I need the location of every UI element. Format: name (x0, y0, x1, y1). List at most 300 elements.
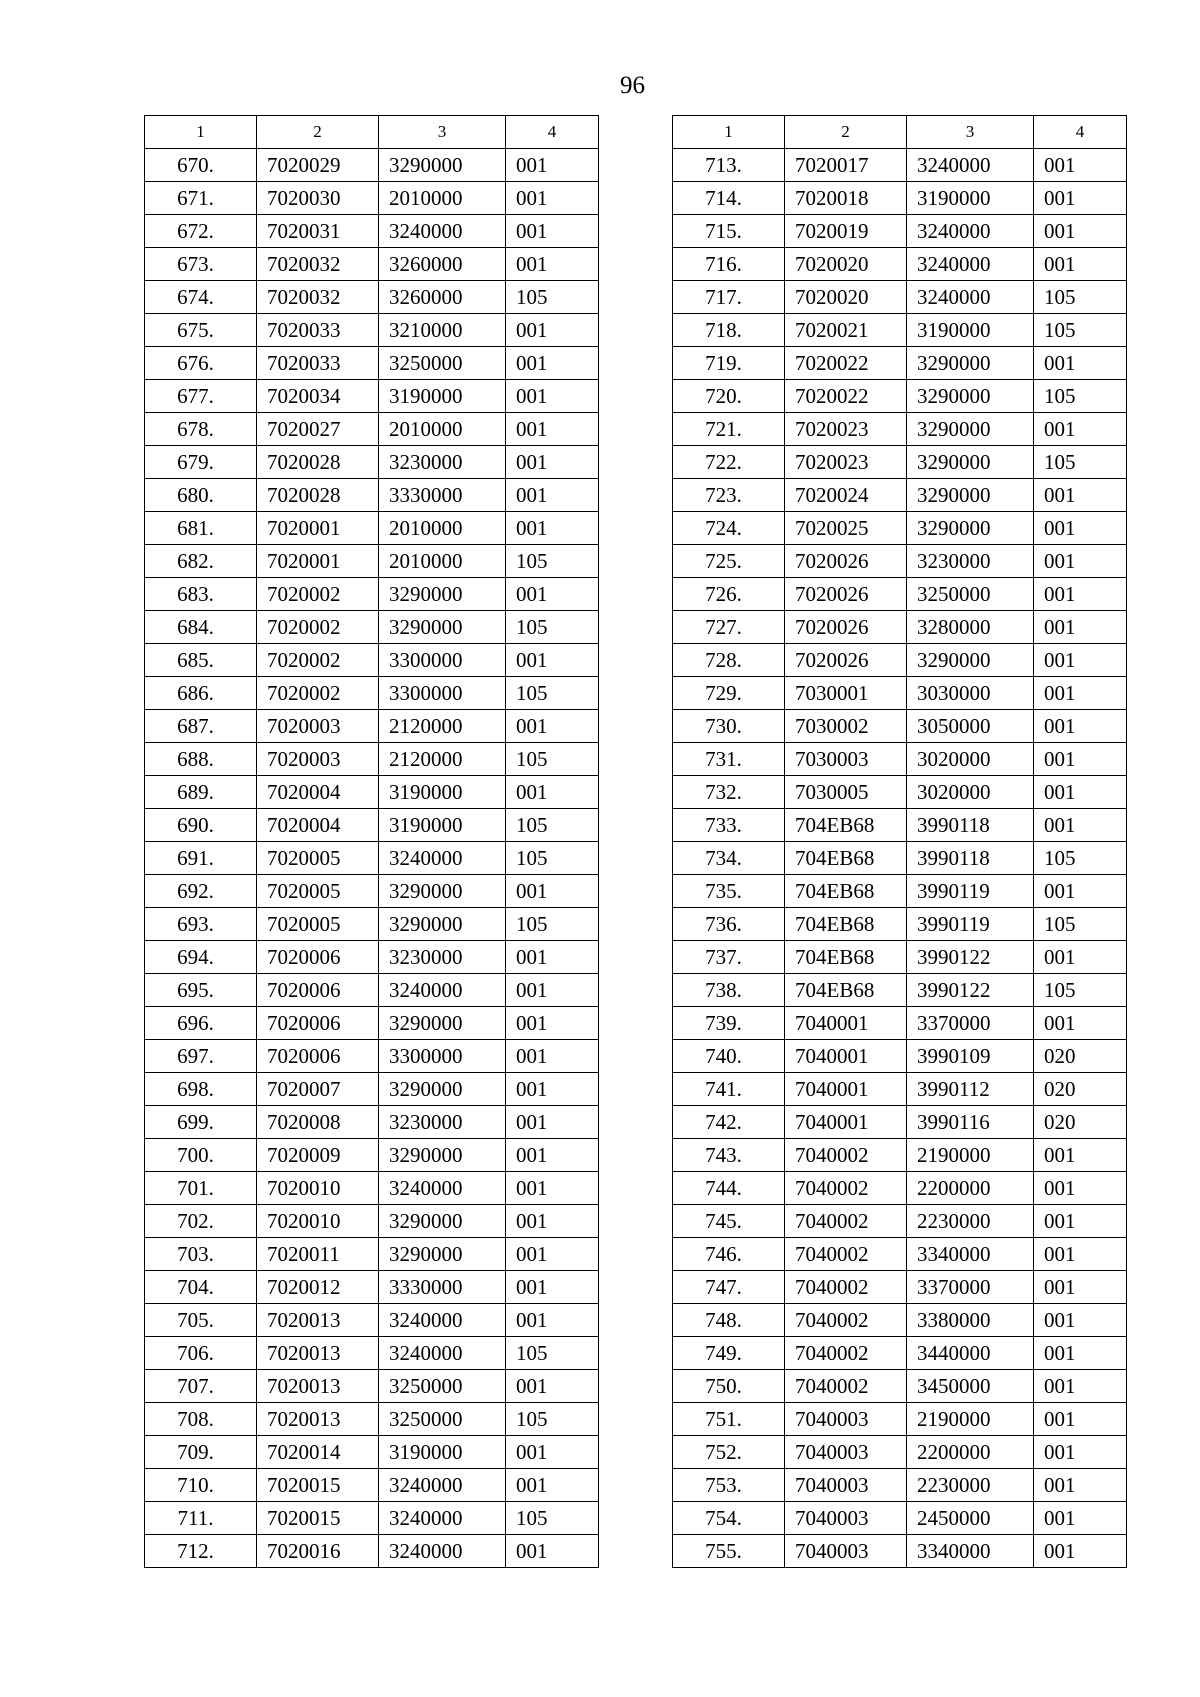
value-cell: 3230000 (379, 446, 506, 479)
value-cell: 3240000 (379, 842, 506, 875)
suffix-cell: 105 (1034, 314, 1127, 347)
value-cell: 3250000 (379, 1403, 506, 1436)
suffix-cell: 001 (506, 1106, 599, 1139)
row-number-cell: 753. (673, 1469, 785, 1502)
table-row (673, 1370, 1127, 1403)
table-row (145, 1040, 599, 1073)
row-number-cell: 678. (145, 413, 257, 446)
code-cell: 7020026 (785, 578, 907, 611)
code-cell: 7020013 (257, 1403, 379, 1436)
page-number: 96 (620, 72, 645, 99)
value-cell: 3990116 (907, 1106, 1034, 1139)
suffix-cell: 001 (1034, 347, 1127, 380)
row-number-cell: 720. (673, 380, 785, 413)
column-header-1: 1 (673, 116, 785, 149)
code-cell: 7020005 (257, 842, 379, 875)
row-number-cell: 670. (145, 149, 257, 182)
row-number-cell: 748. (673, 1304, 785, 1337)
suffix-cell: 001 (506, 479, 599, 512)
row-number-cell: 677. (145, 380, 257, 413)
table-row (673, 611, 1127, 644)
row-number-cell: 712. (145, 1535, 257, 1568)
value-cell: 2230000 (907, 1469, 1034, 1502)
code-cell: 7020006 (257, 974, 379, 1007)
table-row (673, 248, 1127, 281)
value-cell: 2010000 (379, 512, 506, 545)
value-cell: 3240000 (379, 974, 506, 1007)
table-row (673, 974, 1127, 1007)
table-row (673, 1337, 1127, 1370)
table-row (673, 1304, 1127, 1337)
row-number-cell: 688. (145, 743, 257, 776)
code-cell: 7020002 (257, 644, 379, 677)
suffix-cell: 001 (506, 1139, 599, 1172)
suffix-cell: 105 (506, 743, 599, 776)
suffix-cell: 001 (1034, 611, 1127, 644)
value-cell: 3240000 (379, 1304, 506, 1337)
value-cell: 3230000 (379, 941, 506, 974)
header-row (673, 116, 1127, 149)
suffix-cell: 105 (1034, 380, 1127, 413)
value-cell: 2450000 (907, 1502, 1034, 1535)
right-table-body (673, 149, 1127, 1568)
code-cell: 7040003 (785, 1403, 907, 1436)
suffix-cell: 001 (1034, 1238, 1127, 1271)
table-row (673, 842, 1127, 875)
suffix-cell: 001 (506, 941, 599, 974)
suffix-cell: 001 (506, 347, 599, 380)
suffix-cell: 001 (1034, 1205, 1127, 1238)
table-row (145, 1073, 599, 1106)
code-cell: 7020014 (257, 1436, 379, 1469)
code-cell: 7020006 (257, 1040, 379, 1073)
table-row (673, 1436, 1127, 1469)
table-row (145, 347, 599, 380)
table-row (145, 149, 599, 182)
table-row (145, 413, 599, 446)
code-cell: 7020027 (257, 413, 379, 446)
value-cell: 3290000 (379, 1205, 506, 1238)
row-number-cell: 704. (145, 1271, 257, 1304)
table-row (673, 1139, 1127, 1172)
suffix-cell: 001 (1034, 1370, 1127, 1403)
row-number-cell: 741. (673, 1073, 785, 1106)
code-cell: 704EB68 (785, 908, 907, 941)
row-number-cell: 739. (673, 1007, 785, 1040)
value-cell: 2190000 (907, 1403, 1034, 1436)
value-cell: 3240000 (907, 248, 1034, 281)
row-number-cell: 691. (145, 842, 257, 875)
code-cell: 7020007 (257, 1073, 379, 1106)
code-cell: 7040002 (785, 1337, 907, 1370)
code-cell: 7020002 (257, 578, 379, 611)
column-header-4: 4 (506, 116, 599, 149)
value-cell: 3290000 (907, 413, 1034, 446)
value-cell: 3290000 (907, 479, 1034, 512)
row-number-cell: 718. (673, 314, 785, 347)
value-cell: 3370000 (907, 1271, 1034, 1304)
value-cell: 3240000 (379, 1469, 506, 1502)
table-row (145, 578, 599, 611)
table-row (145, 446, 599, 479)
table-row (145, 1139, 599, 1172)
code-cell: 7020028 (257, 446, 379, 479)
code-cell: 7020028 (257, 479, 379, 512)
row-number-cell: 689. (145, 776, 257, 809)
row-number-cell: 713. (673, 149, 785, 182)
value-cell: 3240000 (379, 1337, 506, 1370)
value-cell: 3290000 (907, 347, 1034, 380)
table-row (145, 1535, 599, 1568)
table-row (673, 182, 1127, 215)
value-cell: 2200000 (907, 1172, 1034, 1205)
suffix-cell: 105 (506, 1502, 599, 1535)
suffix-cell: 001 (506, 1436, 599, 1469)
table-row (673, 743, 1127, 776)
row-number-cell: 735. (673, 875, 785, 908)
value-cell: 3990118 (907, 809, 1034, 842)
suffix-cell: 001 (506, 248, 599, 281)
row-number-cell: 722. (673, 446, 785, 479)
table-row (673, 380, 1127, 413)
suffix-cell: 001 (506, 446, 599, 479)
table-row (673, 1403, 1127, 1436)
header-row (145, 116, 599, 149)
code-cell: 7020018 (785, 182, 907, 215)
row-number-cell: 685. (145, 644, 257, 677)
suffix-cell: 001 (506, 644, 599, 677)
table-row (673, 347, 1127, 380)
value-cell: 3990119 (907, 908, 1034, 941)
code-cell: 7020013 (257, 1304, 379, 1337)
row-number-cell: 740. (673, 1040, 785, 1073)
table-row (673, 908, 1127, 941)
value-cell: 2010000 (379, 413, 506, 446)
suffix-cell: 001 (1034, 743, 1127, 776)
suffix-cell: 001 (506, 380, 599, 413)
code-cell: 7040002 (785, 1370, 907, 1403)
suffix-cell: 001 (506, 1238, 599, 1271)
value-cell: 3330000 (379, 479, 506, 512)
code-cell: 7020004 (257, 809, 379, 842)
code-cell: 7020005 (257, 875, 379, 908)
left-table-body (145, 149, 599, 1568)
value-cell: 3020000 (907, 776, 1034, 809)
column-header-3: 3 (379, 116, 506, 149)
value-cell: 3240000 (379, 215, 506, 248)
value-cell: 2120000 (379, 743, 506, 776)
table-row (145, 1172, 599, 1205)
table-row (145, 1304, 599, 1337)
value-cell: 2230000 (907, 1205, 1034, 1238)
row-number-cell: 730. (673, 710, 785, 743)
table-row (673, 1535, 1127, 1568)
table-row (145, 314, 599, 347)
code-cell: 7040002 (785, 1271, 907, 1304)
table-row (145, 644, 599, 677)
code-cell: 7020001 (257, 512, 379, 545)
row-number-cell: 726. (673, 578, 785, 611)
value-cell: 3330000 (379, 1271, 506, 1304)
row-number-cell: 725. (673, 545, 785, 578)
table-row (145, 1337, 599, 1370)
row-number-cell: 743. (673, 1139, 785, 1172)
suffix-cell: 001 (1034, 809, 1127, 842)
suffix-cell: 105 (506, 677, 599, 710)
row-number-cell: 695. (145, 974, 257, 1007)
table-row (673, 677, 1127, 710)
row-number-cell: 707. (145, 1370, 257, 1403)
suffix-cell: 001 (1034, 644, 1127, 677)
table-row (673, 578, 1127, 611)
code-cell: 7020022 (785, 380, 907, 413)
table-row (673, 710, 1127, 743)
suffix-cell: 001 (506, 1469, 599, 1502)
table-row (673, 281, 1127, 314)
value-cell: 3290000 (379, 1073, 506, 1106)
code-cell: 704EB68 (785, 875, 907, 908)
code-cell: 7040001 (785, 1106, 907, 1139)
code-cell: 7020003 (257, 743, 379, 776)
value-cell: 3260000 (379, 248, 506, 281)
table-row (145, 545, 599, 578)
row-number-cell: 680. (145, 479, 257, 512)
code-cell: 7040003 (785, 1436, 907, 1469)
value-cell: 2200000 (907, 1436, 1034, 1469)
table-row (145, 1205, 599, 1238)
code-cell: 7020030 (257, 182, 379, 215)
suffix-cell: 105 (506, 1337, 599, 1370)
code-cell: 7020013 (257, 1370, 379, 1403)
code-cell: 704EB68 (785, 842, 907, 875)
row-number-cell: 673. (145, 248, 257, 281)
row-number-cell: 672. (145, 215, 257, 248)
table-row (673, 215, 1127, 248)
table-row (673, 1172, 1127, 1205)
suffix-cell: 020 (1034, 1106, 1127, 1139)
value-cell: 3380000 (907, 1304, 1034, 1337)
code-cell: 7040002 (785, 1139, 907, 1172)
value-cell: 3260000 (379, 281, 506, 314)
row-number-cell: 734. (673, 842, 785, 875)
table-row (673, 314, 1127, 347)
code-cell: 7040001 (785, 1073, 907, 1106)
suffix-cell: 105 (1034, 842, 1127, 875)
row-number-cell: 683. (145, 578, 257, 611)
code-cell: 7020026 (785, 611, 907, 644)
code-cell: 7020026 (785, 644, 907, 677)
table-row (145, 512, 599, 545)
value-cell: 3990119 (907, 875, 1034, 908)
suffix-cell: 001 (506, 1040, 599, 1073)
value-cell: 3290000 (907, 644, 1034, 677)
value-cell: 2120000 (379, 710, 506, 743)
value-cell: 3340000 (907, 1238, 1034, 1271)
table-row (145, 1436, 599, 1469)
row-number-cell: 701. (145, 1172, 257, 1205)
suffix-cell: 001 (1034, 941, 1127, 974)
suffix-cell: 001 (1034, 479, 1127, 512)
value-cell: 3440000 (907, 1337, 1034, 1370)
row-number-cell: 729. (673, 677, 785, 710)
code-cell: 7020019 (785, 215, 907, 248)
column-header-2: 2 (785, 116, 907, 149)
table-row (145, 479, 599, 512)
row-number-cell: 706. (145, 1337, 257, 1370)
row-number-cell: 676. (145, 347, 257, 380)
suffix-cell: 001 (1034, 578, 1127, 611)
value-cell: 3290000 (379, 611, 506, 644)
table-row (145, 875, 599, 908)
code-cell: 7020032 (257, 248, 379, 281)
table-row (145, 1403, 599, 1436)
row-number-cell: 694. (145, 941, 257, 974)
table-row (673, 479, 1127, 512)
suffix-cell: 001 (506, 1007, 599, 1040)
row-number-cell: 692. (145, 875, 257, 908)
code-cell: 704EB68 (785, 941, 907, 974)
suffix-cell: 001 (1034, 1535, 1127, 1568)
row-number-cell: 732. (673, 776, 785, 809)
table-row (145, 1271, 599, 1304)
value-cell: 3250000 (379, 347, 506, 380)
code-cell: 7020006 (257, 1007, 379, 1040)
value-cell: 2190000 (907, 1139, 1034, 1172)
row-number-cell: 703. (145, 1238, 257, 1271)
table-row (145, 1469, 599, 1502)
code-cell: 7020024 (785, 479, 907, 512)
table-row (145, 182, 599, 215)
code-cell: 7020001 (257, 545, 379, 578)
code-cell: 7020013 (257, 1337, 379, 1370)
value-cell: 3250000 (379, 1370, 506, 1403)
table-row (145, 941, 599, 974)
value-cell: 3290000 (907, 446, 1034, 479)
code-cell: 7040002 (785, 1304, 907, 1337)
value-cell: 3240000 (907, 149, 1034, 182)
value-cell: 3190000 (379, 380, 506, 413)
code-cell: 7020003 (257, 710, 379, 743)
suffix-cell: 001 (506, 776, 599, 809)
code-cell: 7020010 (257, 1205, 379, 1238)
table-row (673, 809, 1127, 842)
table-row (673, 875, 1127, 908)
code-cell: 7020017 (785, 149, 907, 182)
suffix-cell: 001 (506, 1205, 599, 1238)
table-row (145, 611, 599, 644)
code-cell: 7020033 (257, 347, 379, 380)
row-number-cell: 700. (145, 1139, 257, 1172)
value-cell: 3030000 (907, 677, 1034, 710)
code-cell: 7020031 (257, 215, 379, 248)
value-cell: 3230000 (379, 1106, 506, 1139)
suffix-cell: 001 (506, 1271, 599, 1304)
suffix-cell: 105 (506, 545, 599, 578)
table-row (673, 1469, 1127, 1502)
row-number-cell: 751. (673, 1403, 785, 1436)
row-number-cell: 745. (673, 1205, 785, 1238)
row-number-cell: 754. (673, 1502, 785, 1535)
suffix-cell: 105 (1034, 908, 1127, 941)
column-header-2: 2 (257, 116, 379, 149)
suffix-cell: 001 (506, 1304, 599, 1337)
row-number-cell: 747. (673, 1271, 785, 1304)
suffix-cell: 001 (1034, 182, 1127, 215)
suffix-cell: 105 (506, 1403, 599, 1436)
table-row (145, 743, 599, 776)
suffix-cell: 001 (1034, 1007, 1127, 1040)
table-row (673, 1106, 1127, 1139)
table-row (145, 1238, 599, 1271)
row-number-cell: 711. (145, 1502, 257, 1535)
table-row (673, 446, 1127, 479)
row-number-cell: 686. (145, 677, 257, 710)
code-cell: 7030002 (785, 710, 907, 743)
value-cell: 3290000 (379, 1238, 506, 1271)
suffix-cell: 001 (506, 875, 599, 908)
suffix-cell: 105 (506, 908, 599, 941)
table-row (673, 644, 1127, 677)
row-number-cell: 675. (145, 314, 257, 347)
suffix-cell: 001 (506, 215, 599, 248)
suffix-cell: 001 (506, 314, 599, 347)
row-number-cell: 723. (673, 479, 785, 512)
suffix-cell: 001 (1034, 1403, 1127, 1436)
value-cell: 3290000 (907, 380, 1034, 413)
row-number-cell: 679. (145, 446, 257, 479)
suffix-cell: 001 (506, 182, 599, 215)
value-cell: 3250000 (907, 578, 1034, 611)
row-number-cell: 702. (145, 1205, 257, 1238)
row-number-cell: 724. (673, 512, 785, 545)
suffix-cell: 001 (1034, 1271, 1127, 1304)
value-cell: 3230000 (907, 545, 1034, 578)
value-cell: 3300000 (379, 1040, 506, 1073)
row-number-cell: 687. (145, 710, 257, 743)
row-number-cell: 755. (673, 1535, 785, 1568)
code-cell: 7040003 (785, 1535, 907, 1568)
suffix-cell: 020 (1034, 1040, 1127, 1073)
row-number-cell: 684. (145, 611, 257, 644)
suffix-cell: 001 (506, 149, 599, 182)
table-row (673, 1502, 1127, 1535)
value-cell: 3050000 (907, 710, 1034, 743)
suffix-cell: 001 (1034, 875, 1127, 908)
suffix-cell: 001 (1034, 512, 1127, 545)
row-number-cell: 690. (145, 809, 257, 842)
table-row (673, 1007, 1127, 1040)
code-cell: 7020020 (785, 248, 907, 281)
table-row (145, 1007, 599, 1040)
table-row (673, 941, 1127, 974)
code-cell: 7020016 (257, 1535, 379, 1568)
table-row (145, 908, 599, 941)
table-row (673, 1040, 1127, 1073)
code-cell: 704EB68 (785, 809, 907, 842)
value-cell: 3990122 (907, 941, 1034, 974)
suffix-cell: 105 (1034, 974, 1127, 1007)
row-number-cell: 715. (673, 215, 785, 248)
code-cell: 7020021 (785, 314, 907, 347)
code-cell: 7040002 (785, 1205, 907, 1238)
suffix-cell: 001 (1034, 1304, 1127, 1337)
value-cell: 3450000 (907, 1370, 1034, 1403)
table-row (673, 1073, 1127, 1106)
value-cell: 3190000 (379, 809, 506, 842)
right-table (672, 115, 1127, 1568)
row-number-cell: 698. (145, 1073, 257, 1106)
suffix-cell: 001 (1034, 545, 1127, 578)
